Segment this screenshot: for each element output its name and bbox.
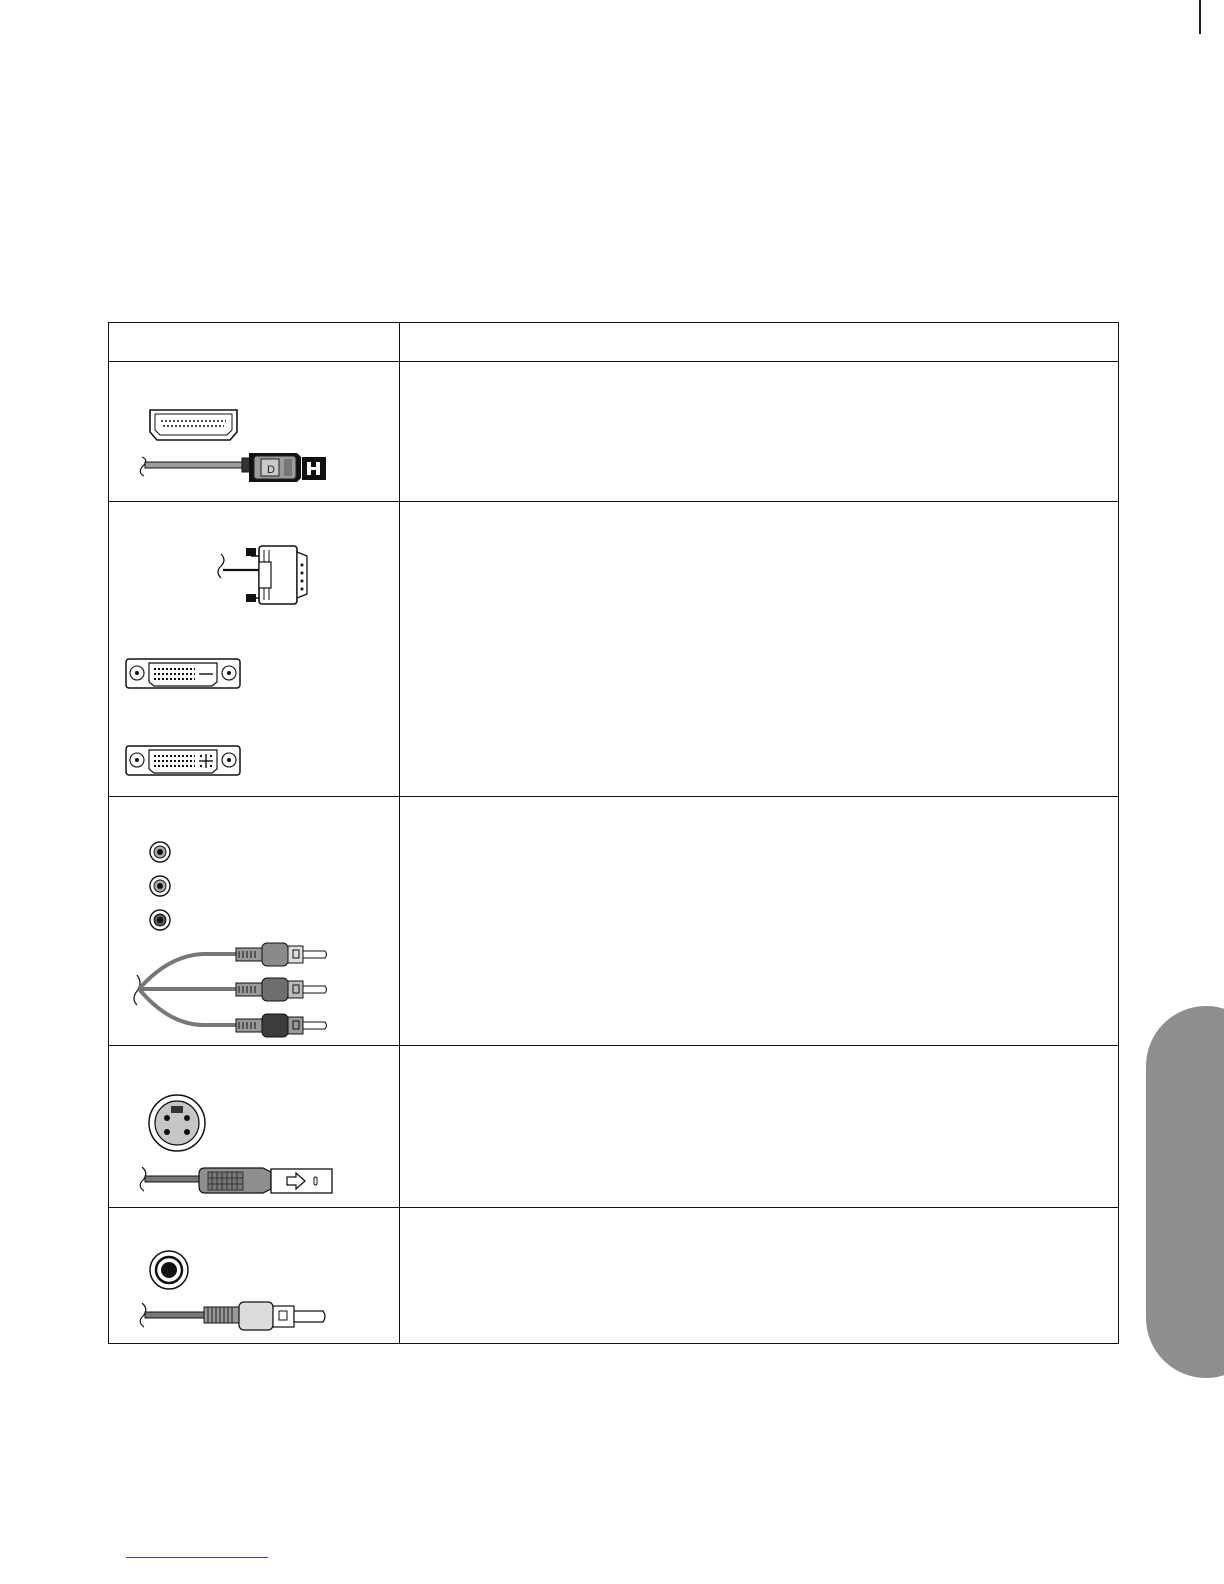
connector-image-cell (109, 362, 400, 502)
hdmi-description (400, 362, 1119, 502)
composite-description (400, 1208, 1119, 1344)
s-video-description (400, 1046, 1119, 1208)
table-header-row (109, 323, 1119, 362)
connector-image-cell (109, 502, 400, 797)
table-row (109, 797, 1119, 1046)
hdmi-connector-icon (109, 362, 399, 501)
header-connector (109, 323, 400, 362)
table-row (109, 1046, 1119, 1208)
table-row (109, 502, 1119, 797)
svg-text:D: D (267, 464, 275, 476)
table-row (109, 362, 1119, 502)
connector-image-cell (109, 1208, 400, 1344)
s-video-connector-icon (109, 1046, 399, 1207)
table-row (109, 1208, 1119, 1344)
vga-dvi-connector-icon (109, 502, 399, 796)
header-description (400, 323, 1119, 362)
chapter-side-tab (1146, 1006, 1224, 1378)
footer-link-underline (126, 1557, 268, 1558)
connector-image-cell (109, 1046, 400, 1208)
composite-video-connector-icon (109, 1208, 399, 1343)
component-video-connector-icon (109, 797, 399, 1045)
vga-dvi-description (400, 502, 1119, 797)
page-edge-rule (1199, 0, 1201, 34)
component-description (400, 797, 1119, 1046)
connector-image-cell (109, 797, 400, 1046)
connector-table (108, 322, 1119, 1344)
